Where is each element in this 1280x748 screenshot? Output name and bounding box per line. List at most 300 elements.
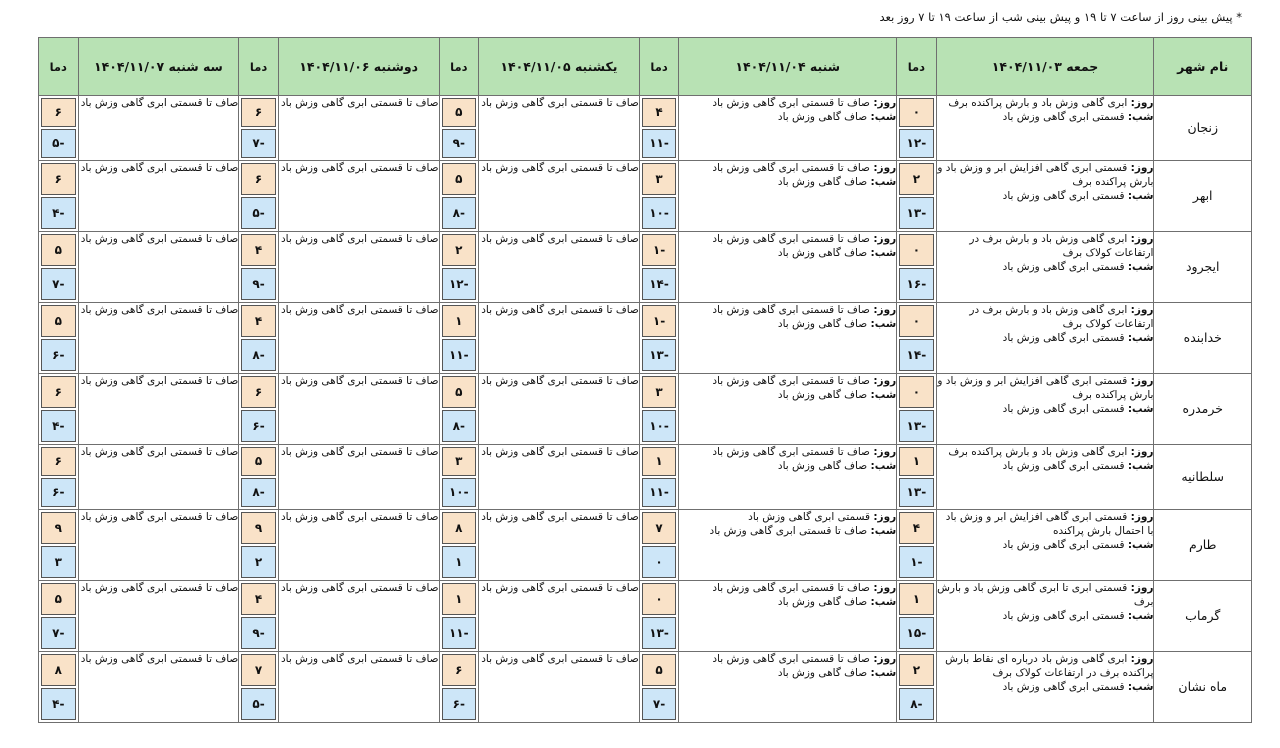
header-row (39, 38, 1252, 96)
temp-min: -۱۱ (642, 478, 676, 507)
day2-day-text: صاف تا قسمتی ابری گاهی وزش باد (712, 232, 870, 245)
night-label: شب: (870, 317, 897, 330)
temp-min: -۱۴ (642, 268, 676, 300)
temp-day5 (39, 651, 79, 722)
day1-nighttime (937, 331, 1154, 345)
forecast-day5: صاف تا قسمتی ابری گاهی وزش باد (78, 509, 239, 580)
day-header-5: سه شنبه ۱۴۰۴/۱۱/۰۷ (78, 38, 239, 96)
forecast-day1 (936, 445, 1154, 510)
temp-max: ۱ (899, 447, 933, 476)
temp-min: -۷ (642, 688, 676, 720)
day1-nighttime (937, 402, 1154, 416)
temp-min: -۱۴ (899, 339, 933, 371)
city-header: نام شهر (1154, 38, 1252, 96)
day2-day-text: صاف تا قسمتی ابری گاهی وزش باد (712, 374, 870, 387)
day1-nighttime (937, 609, 1154, 623)
temp-min: -۹ (241, 268, 275, 300)
temp-day2 (639, 96, 678, 161)
day1-night-text: قسمتی ابری گاهی وزش باد (1002, 538, 1125, 551)
forecast-day4: صاف تا قسمتی ابری گاهی وزش باد (278, 445, 439, 510)
city-name: زنجان (1154, 96, 1252, 161)
day1-day-text: قسمتی ابری گاهی افزایش ابر و وزش باد و بارش پراکنده برف (937, 374, 1154, 401)
night-label: شب: (1127, 331, 1154, 344)
day2-day-text: قسمتی ابری گاهی وزش باد (748, 510, 870, 523)
forecast-day2 (679, 580, 897, 651)
temp-day3 (439, 580, 478, 651)
table-row (39, 509, 1252, 580)
temp-max: ۲ (899, 163, 933, 195)
temp-min: -۶ (241, 410, 275, 442)
night-label: شب: (870, 246, 897, 259)
day-label: روز: (873, 232, 897, 245)
temp-max: ۹ (241, 512, 275, 544)
temp-day5 (39, 580, 79, 651)
day1-night-text: قسمتی ابری گاهی وزش باد (1002, 402, 1125, 415)
day2-night-text: صاف تا قسمتی ابری گاهی وزش باد (709, 524, 868, 537)
day2-daytime (679, 96, 896, 110)
temp-max: ۱ (642, 447, 676, 476)
forecast-day5: صاف تا قسمتی ابری گاهی وزش باد (78, 580, 239, 651)
temp-min: -۶ (41, 478, 76, 507)
temp-max: ۲ (442, 234, 476, 266)
forecast-day2 (679, 509, 897, 580)
day2-day-text: صاف تا قسمتی ابری گاهی وزش باد (712, 581, 870, 594)
temp-max: ۵ (41, 305, 76, 337)
day1-nighttime (937, 538, 1154, 552)
forecast-day5: صاف تا قسمتی ابری گاهی وزش باد (78, 445, 239, 510)
forecast-day1 (936, 651, 1154, 722)
temp-day4 (239, 651, 278, 722)
forecast-day4: صاف تا قسمتی ابری گاهی وزش باد (278, 651, 439, 722)
temp-min: -۹ (442, 129, 476, 158)
day2-nighttime (679, 317, 896, 331)
temp-max: ۴ (642, 98, 676, 127)
day1-night-text: قسمتی ابری گاهی وزش باد (1002, 609, 1125, 622)
day-label: روز: (873, 446, 897, 459)
day-label: روز: (873, 510, 897, 523)
day1-day-text: ابری گاهی وزش باد درباره ای نقاط بارش پراکنده برف در ارتفاعات کولاک برف (945, 652, 1154, 679)
temp-min: -۱۳ (642, 617, 676, 649)
temp-min: -۱۲ (442, 268, 476, 300)
day2-daytime (679, 161, 896, 175)
forecast-day2 (679, 160, 897, 231)
day-label: روز: (873, 161, 897, 174)
temp-day1 (897, 445, 936, 510)
day2-nighttime (679, 524, 896, 538)
day-label: روز: (1130, 232, 1154, 245)
temp-max: ۲ (899, 654, 933, 686)
day2-day-text: صاف تا قسمتی ابری گاهی وزش باد (712, 446, 870, 459)
day2-night-text: صاف گاهی وزش باد (777, 388, 868, 401)
temp-min: ۰ (642, 546, 676, 578)
temp-header-3: دما (439, 38, 478, 96)
day1-night-text: قسمتی ابری گاهی وزش باد (1002, 189, 1125, 202)
temp-day1 (897, 373, 936, 444)
temp-min: -۱۳ (899, 197, 933, 229)
temp-max: ۸ (442, 512, 476, 544)
temp-day5 (39, 302, 79, 373)
temp-min: -۱۱ (442, 339, 476, 371)
temp-max: ۵ (442, 376, 476, 408)
table-row (39, 231, 1252, 302)
temp-min: -۸ (241, 339, 275, 371)
temp-day2 (639, 160, 678, 231)
city-name: گرماب (1154, 580, 1252, 651)
temp-max: -۱ (642, 305, 676, 337)
temp-day1 (897, 231, 936, 302)
temp-min: -۱۰ (642, 197, 676, 229)
forecast-day1 (936, 302, 1154, 373)
temp-min: -۶ (442, 688, 476, 720)
day-label: روز: (873, 303, 897, 316)
temp-max: ۴ (899, 512, 933, 544)
night-label: شب: (1127, 460, 1154, 473)
temp-min: -۷ (241, 129, 275, 158)
temp-day3 (439, 445, 478, 510)
forecast-day1 (936, 96, 1154, 161)
day1-day-text: قسمتی ابری گاهی افزایش ابر و وزش باد و بارش پراکنده برف (937, 161, 1154, 188)
temp-day5 (39, 96, 79, 161)
temp-max: ۰ (642, 583, 676, 615)
temp-day1 (897, 509, 936, 580)
temp-max: ۱ (442, 305, 476, 337)
forecast-table (38, 37, 1252, 723)
temp-day2 (639, 580, 678, 651)
day-label: روز: (1130, 97, 1154, 109)
night-label: شب: (1127, 260, 1154, 273)
temp-day5 (39, 509, 79, 580)
day2-nighttime (679, 459, 896, 473)
temp-min: ۳ (41, 546, 76, 578)
day-label: روز: (1130, 374, 1154, 387)
day2-nighttime (679, 388, 896, 402)
table-row (39, 373, 1252, 444)
forecast-day3: صاف تا قسمتی ابری گاهی وزش باد (479, 445, 640, 510)
night-label: شب: (870, 175, 897, 188)
day1-daytime (937, 374, 1154, 402)
forecast-day5: صاف تا قسمتی ابری گاهی وزش باد (78, 302, 239, 373)
day2-day-text: صاف تا قسمتی ابری گاهی وزش باد (712, 161, 870, 174)
temp-min: -۷ (41, 268, 76, 300)
temp-max: ۴ (241, 234, 275, 266)
day-label: روز: (873, 97, 897, 109)
temp-max: ۶ (241, 376, 275, 408)
city-name: ماه نشان (1154, 651, 1252, 722)
day2-day-text: صاف تا قسمتی ابری گاهی وزش باد (712, 303, 870, 316)
day2-night-text: صاف گاهی وزش باد (777, 460, 868, 473)
temp-day3 (439, 509, 478, 580)
day2-day-text: صاف تا قسمتی ابری گاهی وزش باد (712, 652, 870, 665)
forecast-day5: صاف تا قسمتی ابری گاهی وزش باد (78, 96, 239, 161)
table-row (39, 445, 1252, 510)
temp-min: -۹ (241, 617, 275, 649)
night-label: شب: (1127, 111, 1154, 123)
temp-header-5: دما (39, 38, 79, 96)
temp-max: -۱ (642, 234, 676, 266)
temp-max: ۰ (899, 305, 933, 337)
day1-daytime (937, 445, 1154, 459)
day2-nighttime (679, 246, 896, 260)
city-name: طارم (1154, 509, 1252, 580)
city-name: خرمدره (1154, 373, 1252, 444)
temp-max: ۶ (442, 654, 476, 686)
day1-day-text: قسمتی ابری تا ابری گاهی وزش باد و بارش برف (937, 581, 1154, 608)
temp-day1 (897, 160, 936, 231)
day1-night-text: قسمتی ابری گاهی وزش باد (1002, 460, 1125, 473)
temp-max: ۱ (899, 583, 933, 615)
temp-max: ۶ (41, 447, 76, 476)
day-label: روز: (1130, 446, 1154, 459)
forecast-day1 (936, 373, 1154, 444)
day2-daytime (679, 445, 896, 459)
forecast-day4: صاف تا قسمتی ابری گاهی وزش باد (278, 231, 439, 302)
day2-daytime (679, 374, 896, 388)
forecast-day3: صاف تا قسمتی ابری گاهی وزش باد (479, 231, 640, 302)
temp-min: -۱۰ (442, 478, 476, 507)
table-row (39, 651, 1252, 722)
day2-daytime (679, 232, 896, 246)
temp-min: -۴ (41, 410, 76, 442)
city-name: ابهر (1154, 160, 1252, 231)
day1-night-text: قسمتی ابری گاهی وزش باد (1002, 260, 1125, 273)
night-label: شب: (870, 460, 897, 473)
day1-nighttime (937, 110, 1154, 124)
day2-daytime (679, 303, 896, 317)
day-label: روز: (1130, 161, 1154, 174)
temp-day4 (239, 160, 278, 231)
day1-night-text: قسمتی ابری گاهی وزش باد (1002, 331, 1125, 344)
day-header-2: شنبه ۱۴۰۴/۱۱/۰۴ (679, 38, 897, 96)
forecast-day3: صاف تا قسمتی ابری گاهی وزش باد (479, 302, 640, 373)
night-label: شب: (1127, 680, 1154, 693)
day1-daytime (937, 232, 1154, 260)
temp-max: ۳ (642, 376, 676, 408)
forecast-day3: صاف تا قسمتی ابری گاهی وزش باد (479, 651, 640, 722)
temp-max: ۸ (41, 654, 76, 686)
temp-min: -۸ (899, 688, 933, 720)
day2-nighttime (679, 666, 896, 680)
forecast-day1 (936, 509, 1154, 580)
temp-day3 (439, 302, 478, 373)
day1-daytime (937, 510, 1154, 538)
temp-day3 (439, 160, 478, 231)
temp-min: -۵ (241, 197, 275, 229)
day-label: روز: (1130, 510, 1154, 523)
temp-min: ۲ (241, 546, 275, 578)
temp-day1 (897, 580, 936, 651)
forecast-day1 (936, 580, 1154, 651)
day2-daytime (679, 510, 896, 524)
forecast-day1 (936, 231, 1154, 302)
table-row (39, 580, 1252, 651)
forecast-day4: صاف تا قسمتی ابری گاهی وزش باد (278, 509, 439, 580)
temp-day4 (239, 96, 278, 161)
forecast-day2 (679, 231, 897, 302)
day1-daytime (937, 303, 1154, 331)
temp-min: -۵ (41, 129, 76, 158)
temp-min: -۱۰ (642, 410, 676, 442)
temp-max: ۵ (41, 234, 76, 266)
day1-night-text: قسمتی ابری گاهی وزش باد (1002, 680, 1125, 693)
temp-min: -۱۶ (899, 268, 933, 300)
day-label: روز: (873, 652, 897, 665)
temp-day5 (39, 231, 79, 302)
forecast-day3: صاف تا قسمتی ابری گاهی وزش باد (479, 96, 640, 161)
temp-max: ۷ (642, 512, 676, 544)
temp-day4 (239, 445, 278, 510)
day-header-4: دوشنبه ۱۴۰۴/۱۱/۰۶ (278, 38, 439, 96)
temp-day4 (239, 373, 278, 444)
city-name: خدابنده (1154, 302, 1252, 373)
forecast-day4: صاف تا قسمتی ابری گاهی وزش باد (278, 302, 439, 373)
temp-min: -۴ (41, 197, 76, 229)
day1-day-text: قسمتی ابری گاهی افزایش ابر و وزش باد با احتمال بارش پراکنده (945, 510, 1154, 537)
forecast-day4: صاف تا قسمتی ابری گاهی وزش باد (278, 373, 439, 444)
day2-nighttime (679, 595, 896, 609)
temp-day3 (439, 373, 478, 444)
temp-max: ۱ (442, 583, 476, 615)
forecast-day4: صاف تا قسمتی ابری گاهی وزش باد (278, 160, 439, 231)
temp-min: -۱۳ (899, 478, 933, 507)
day2-night-text: صاف گاهی وزش باد (777, 317, 868, 330)
day1-day-text: ابری گاهی وزش باد و بارش برف در ارتفاعات کولاک برف (969, 303, 1154, 330)
day-label: روز: (873, 581, 897, 594)
temp-max: ۵ (41, 583, 76, 615)
temp-max: ۶ (41, 376, 76, 408)
temp-header-1: دما (897, 38, 936, 96)
day-label: روز: (1130, 581, 1154, 594)
forecast-day3: صاف تا قسمتی ابری گاهی وزش باد (479, 160, 640, 231)
day2-daytime (679, 581, 896, 595)
forecast-note: * پیش بینی روز از ساعت ۷ تا ۱۹ و پیش بینی شب از ساعت ۱۹ تا ۷ روز بعد (879, 10, 1242, 24)
day1-nighttime (937, 260, 1154, 274)
day2-night-text: صاف گاهی وزش باد (777, 246, 868, 259)
temp-max: ۶ (41, 163, 76, 195)
forecast-day5: صاف تا قسمتی ابری گاهی وزش باد (78, 231, 239, 302)
temp-day4 (239, 302, 278, 373)
forecast-day4: صاف تا قسمتی ابری گاهی وزش باد (278, 96, 439, 161)
day1-nighttime (937, 680, 1154, 694)
night-label: شب: (1127, 538, 1154, 551)
day1-daytime (937, 652, 1154, 680)
temp-min: -۱۵ (899, 617, 933, 649)
forecast-day3: صاف تا قسمتی ابری گاهی وزش باد (479, 580, 640, 651)
table-row (39, 96, 1252, 161)
temp-day1 (897, 302, 936, 373)
temp-max: ۳ (442, 447, 476, 476)
day1-day-text: ابری گاهی وزش باد و بارش برف در ارتفاعات کولاک برف (969, 232, 1154, 259)
temp-day2 (639, 445, 678, 510)
temp-day3 (439, 231, 478, 302)
city-name: سلطانیه (1154, 445, 1252, 510)
forecast-day2 (679, 373, 897, 444)
day-label: روز: (1130, 303, 1154, 316)
night-label: شب: (1127, 402, 1154, 415)
temp-max: ۰ (899, 376, 933, 408)
forecast-day4: صاف تا قسمتی ابری گاهی وزش باد (278, 580, 439, 651)
temp-max: ۶ (241, 98, 275, 127)
temp-min: -۱۳ (642, 339, 676, 371)
temp-day2 (639, 509, 678, 580)
forecast-day1 (936, 160, 1154, 231)
temp-day3 (439, 96, 478, 161)
temp-max: ۹ (41, 512, 76, 544)
day1-daytime (937, 161, 1154, 189)
day1-daytime (937, 96, 1154, 110)
temp-max: ۴ (241, 583, 275, 615)
temp-max: ۵ (442, 98, 476, 127)
forecast-day2 (679, 302, 897, 373)
night-label: شب: (1127, 189, 1154, 202)
temp-max: ۰ (899, 234, 933, 266)
forecast-day5: صاف تا قسمتی ابری گاهی وزش باد (78, 651, 239, 722)
temp-day2 (639, 651, 678, 722)
temp-day2 (639, 373, 678, 444)
temp-max: ۵ (642, 654, 676, 686)
temp-header-4: دما (239, 38, 278, 96)
forecast-day3: صاف تا قسمتی ابری گاهی وزش باد (479, 373, 640, 444)
temp-day3 (439, 651, 478, 722)
temp-day1 (897, 651, 936, 722)
day2-nighttime (679, 175, 896, 189)
night-label: شب: (1127, 609, 1154, 622)
temp-min: -۸ (241, 478, 275, 507)
day2-daytime (679, 652, 896, 666)
day2-night-text: صاف گاهی وزش باد (777, 595, 868, 608)
temp-max: ۳ (642, 163, 676, 195)
temp-min: -۵ (241, 688, 275, 720)
table-row (39, 160, 1252, 231)
day-header-1: جمعه ۱۴۰۴/۱۱/۰۳ (936, 38, 1154, 96)
day1-nighttime (937, 459, 1154, 473)
temp-min: ۱ (442, 546, 476, 578)
temp-max: ۷ (241, 654, 275, 686)
temp-day2 (639, 231, 678, 302)
temp-day4 (239, 231, 278, 302)
city-name: ایجرود (1154, 231, 1252, 302)
temp-day4 (239, 509, 278, 580)
day2-night-text: صاف گاهی وزش باد (777, 666, 868, 679)
day1-night-text: قسمتی ابری گاهی وزش باد (1002, 111, 1125, 123)
day1-day-text: ابری گاهی وزش باد و بارش پراکنده برف (948, 97, 1128, 109)
temp-header-2: دما (639, 38, 678, 96)
day2-night-text: صاف گاهی وزش باد (777, 111, 868, 123)
night-label: شب: (870, 388, 897, 401)
temp-min: -۱۳ (899, 410, 933, 442)
temp-min: -۷ (41, 617, 76, 649)
temp-max: ۵ (442, 163, 476, 195)
forecast-day5: صاف تا قسمتی ابری گاهی وزش باد (78, 160, 239, 231)
temp-min: -۱۲ (899, 129, 933, 158)
day2-night-text: صاف گاهی وزش باد (777, 175, 868, 188)
day1-nighttime (937, 189, 1154, 203)
table-row (39, 302, 1252, 373)
day2-nighttime (679, 110, 896, 124)
temp-max: ۶ (241, 163, 275, 195)
forecast-day2 (679, 445, 897, 510)
day-label: روز: (873, 374, 897, 387)
temp-max: ۶ (41, 98, 76, 127)
temp-max: ۵ (241, 447, 275, 476)
temp-day1 (897, 96, 936, 161)
temp-min: -۶ (41, 339, 76, 371)
day1-daytime (937, 581, 1154, 609)
forecast-day2 (679, 96, 897, 161)
temp-min: -۱۱ (442, 617, 476, 649)
day2-day-text: صاف تا قسمتی ابری گاهی وزش باد (712, 97, 870, 109)
temp-min: -۱۱ (642, 129, 676, 158)
forecast-day5: صاف تا قسمتی ابری گاهی وزش باد (78, 373, 239, 444)
